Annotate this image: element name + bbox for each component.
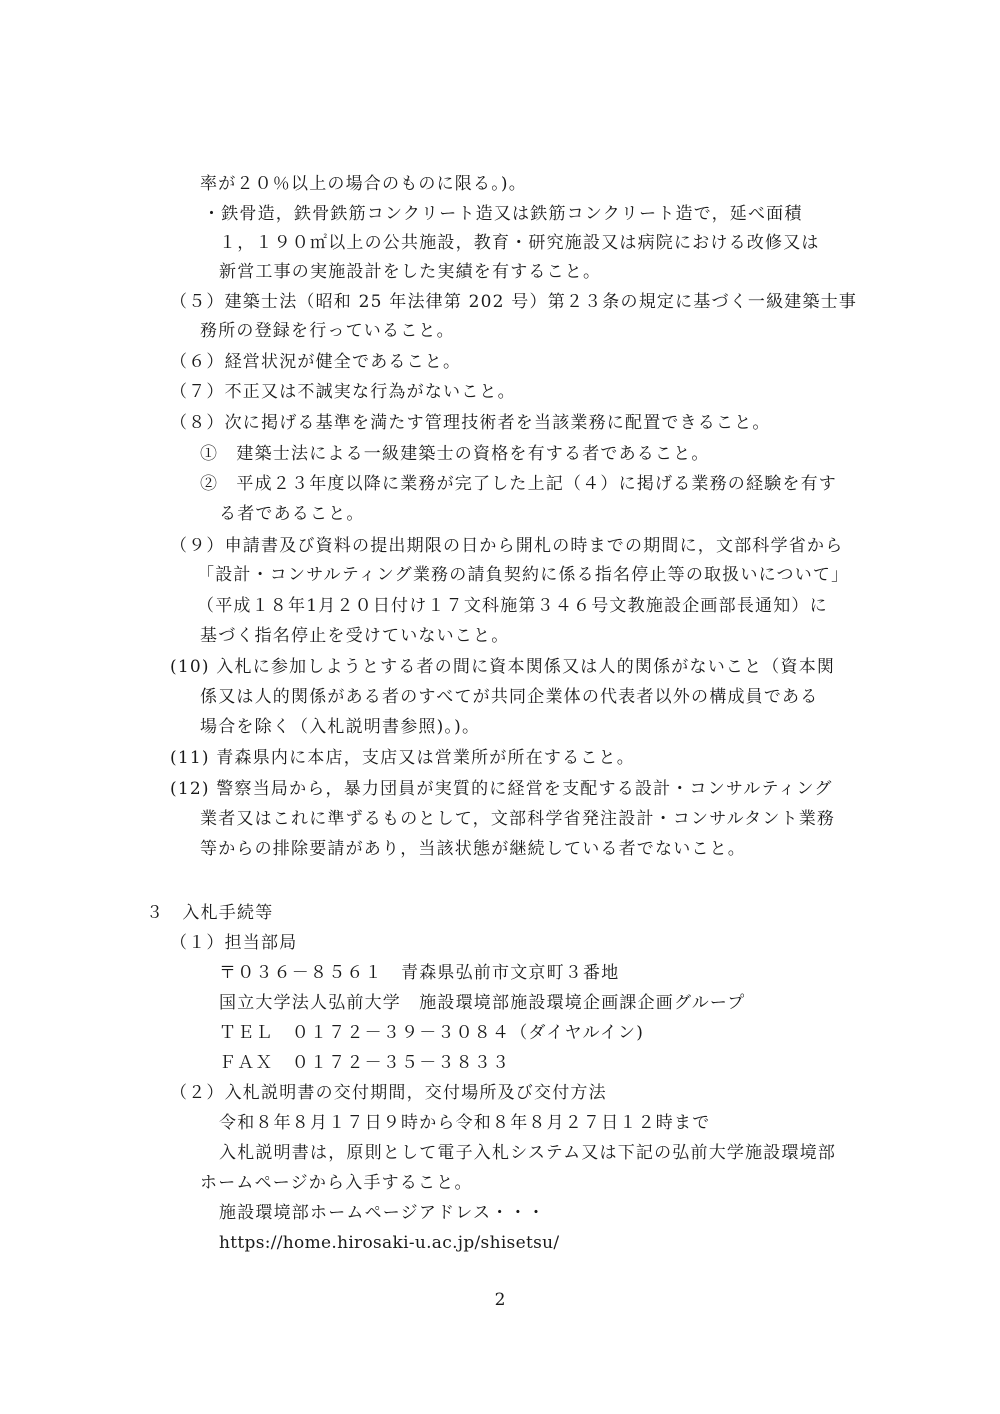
text-line: (12) 警察当局から，暴力団員が実質的に経営を支配する設計・コンサルティング — [170, 779, 833, 799]
homepage-url[interactable]: https://home.hirosaki-u.ac.jp/shisetsu/ — [219, 1233, 560, 1253]
text-line: 係又は人的関係がある者のすべてが共同企業体の代表者以外の構成員である — [200, 687, 819, 707]
text-line: ・鉄骨造，鉄骨鉄筋コンクリート造又は鉄筋コンクリート造で，延べ面積 — [203, 204, 803, 224]
text-line: （１）担当部局 — [170, 933, 298, 953]
text-line: ＴＥＬ ０１７２－３９－３０８４（ダイヤルイン) — [219, 1023, 645, 1043]
text-line: 〒０３６－８５６１ 青森県弘前市文京町３番地 — [219, 963, 620, 983]
section-heading: ３ 入札手続等 — [146, 903, 274, 923]
text-line: 務所の登録を行っていること。 — [200, 321, 455, 341]
text-line: （２）入札説明書の交付期間，交付場所及び交付方法 — [170, 1083, 607, 1103]
text-line: （９）申請書及び資料の提出期限の日から開札の時までの期間に，文部科学省から — [170, 536, 844, 556]
text-line: 国立大学法人弘前大学 施設環境部施設環境企画課企画グループ — [219, 993, 746, 1013]
text-line: (10) 入札に参加しようとする者の間に資本関係又は人的関係がないこと（資本関 — [170, 657, 836, 677]
text-line: (11) 青森県内に本店，支店又は営業所が所在すること。 — [170, 748, 635, 768]
text-line: ② 平成２３年度以降に業務が完了した上記（４）に掲げる業務の経験を有す — [200, 474, 837, 494]
text-line: 率が２０％以上の場合のものに限る。)。 — [200, 174, 527, 194]
text-line: 業者又はこれに準ずるものとして，文部科学省発注設計・コンサルタント業務 — [200, 809, 836, 829]
text-line: （６）経営状況が健全であること。 — [170, 352, 462, 372]
text-line: 「設計・コンサルティング業務の請負契約に係る指名停止等の取扱いについて」 — [197, 565, 850, 585]
text-line: ホームページから入手すること。 — [200, 1173, 473, 1193]
text-line: （８）次に掲げる基準を満たす管理技術者を当該業務に配置できること。 — [170, 413, 771, 433]
text-line: 施設環境部ホームページアドレス・・・ — [219, 1203, 546, 1223]
text-line: 令和８年８月１７日９時から令和８年８月２７日１２時まで — [219, 1113, 711, 1133]
text-line: （平成１８年1月２０日付け１７文科施第３４６号文教施設企画部長通知）に — [197, 596, 828, 616]
text-line: 等からの排除要請があり，当該状態が継続している者でないこと。 — [200, 839, 746, 859]
text-line: ① 建築士法による一級建築士の資格を有する者であること。 — [200, 444, 710, 464]
text-line: １，１９０㎡以上の公共施設，教育・研究施設又は病院における改修又は — [219, 233, 820, 253]
text-line: 新営工事の実施設計をした実績を有すること。 — [219, 262, 602, 282]
text-line: 基づく指名停止を受けていないこと。 — [200, 626, 510, 646]
text-line: 入札説明書は，原則として電子入札システム又は下記の弘前大学施設環境部 — [219, 1143, 837, 1163]
page-number: 2 — [494, 1290, 506, 1310]
text-line: 場合を除く（入札説明書参照)。)。 — [200, 717, 481, 737]
text-line: ＦＡＸ ０１７２－３５－３８３３ — [219, 1053, 511, 1073]
text-line: （５）建築士法（昭和 25 年法律第 202 号）第２３条の規定に基づく一級建築士事 — [170, 292, 858, 312]
text-line: （７）不正又は不誠実な行為がないこと。 — [170, 382, 516, 402]
text-line: る者であること。 — [219, 504, 365, 524]
